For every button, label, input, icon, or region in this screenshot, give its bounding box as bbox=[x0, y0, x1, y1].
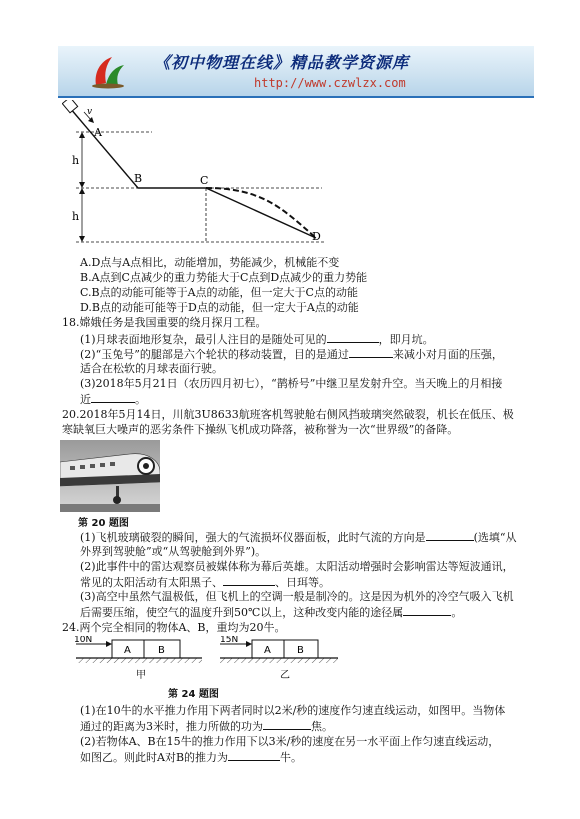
q20-part1-line2: 外界到驾驶舱”或“从驾驶舱到外界”)。 bbox=[80, 545, 267, 558]
q24-part1-line1: (1)在10牛的水平推力作用下两者同时以2米/秒的速度作匀速直线运动，如图甲。当物体 bbox=[80, 704, 506, 717]
site-logo-icon bbox=[88, 53, 128, 89]
point-a-label: A bbox=[94, 126, 102, 139]
figure-yi-label: 乙 bbox=[280, 670, 290, 681]
q18-part2-line2: 适合在松软的月球表面行驶。 bbox=[80, 362, 223, 375]
height-label-bottom: h bbox=[72, 210, 80, 223]
block-a-label-left: A bbox=[124, 645, 131, 656]
q24-part1-line2: 通过的距离为3米时，推力所做的功为 焦。 bbox=[80, 720, 333, 733]
q20-part2-line2: 常见的太阳活动有太阳黑子、 、日珥等。 bbox=[80, 576, 330, 589]
q17-option-b: B.A点到C点减少的重力势能大于C点到D点减少的重力势能 bbox=[80, 271, 368, 284]
velocity-label: v bbox=[87, 107, 93, 117]
q20-part1-line1: (1)飞机玻璃破裂的瞬间，强大的气流损坏仪器面板，此时气流的方向是 (选填“从 bbox=[80, 531, 517, 544]
q24-stem: 24.两个完全相同的物体A、B，重均为20牛。 bbox=[62, 621, 286, 634]
q20-figure-caption: 第 20 题图 bbox=[78, 518, 129, 529]
slope-track-figure bbox=[62, 100, 332, 248]
height-label-top: h bbox=[72, 154, 80, 167]
force-blocks-figure bbox=[70, 636, 350, 684]
airplane-photo bbox=[60, 440, 160, 512]
q18-part3-line1: (3)2018年5月21日（农历四月初七），“鹊桥号”中继卫星发射升空。当天晚上的月相接 bbox=[80, 377, 503, 390]
q24-part2-line1: (2)若物体A、B在15牛的推力作用下以3米/秒的速度在另一水平面上作匀速直线运动， bbox=[80, 735, 500, 748]
point-d-label: D bbox=[312, 230, 321, 243]
q20-stem-line1: 20.2018年5月14日，川航3U8633航班客机驾驶舱右侧风挡玻璃突然破裂，机长在低压、极 bbox=[62, 408, 514, 421]
q18-part1: (1)月球表面地形复杂，最引人注目的是随处可见的 ，即月坑。 bbox=[80, 333, 434, 346]
q20-part2-line1: (2)此事件中的雷达观察员被媒体称为幕后英雄。太阳活动增强时会影响雷达等短波通讯， bbox=[80, 560, 514, 573]
answer-blank[interactable] bbox=[327, 331, 379, 343]
q20-part3-line1: (3)高空中虽然气温极低，但飞机上的空调一般是制冷的。这是因为机外的冷空气吸入飞机 bbox=[80, 590, 514, 603]
header-banner bbox=[58, 46, 534, 98]
point-b-label: B bbox=[134, 172, 143, 185]
force-label-left: 10N bbox=[74, 636, 93, 645]
block-a-label-right: A bbox=[264, 645, 271, 656]
answer-blank[interactable] bbox=[91, 391, 135, 403]
block-b-label-right: B bbox=[297, 645, 304, 656]
force-label-right: 15N bbox=[220, 636, 239, 645]
answer-blank[interactable] bbox=[228, 749, 280, 761]
banner-url[interactable]: http://www.czwlzx.com bbox=[254, 76, 406, 90]
q18-part3-line2: 近 。 bbox=[80, 393, 146, 406]
figure-jia-label: 甲 bbox=[136, 670, 146, 681]
point-c-label: C bbox=[200, 174, 209, 187]
answer-blank[interactable] bbox=[223, 574, 275, 586]
q18-part2-line1: (2)“玉兔号”的腿部是六个轮状的移动装置，目的是通过 来减小对月面的压强， bbox=[80, 348, 503, 361]
q17-option-c: C.B点的动能可能等于A点的动能，但一定大于C点的动能 bbox=[80, 286, 358, 299]
q20-stem-line2: 寒缺氧巨大噪声的恶劣条件下操纵飞机成功降落，被称誉为一次“世界级”的备降。 bbox=[62, 423, 459, 436]
block-b-label-left: B bbox=[158, 645, 165, 656]
banner-title: 《初中物理在线》精品教学资源库 bbox=[154, 53, 410, 72]
q20-part3-line2: 后需要压缩，使空气的温度升到50℃以上，这种改变内能的途径属 。 bbox=[80, 606, 463, 619]
q24-figure-caption: 第 24 题图 bbox=[168, 689, 219, 700]
answer-blank[interactable] bbox=[349, 346, 393, 358]
q18-stem: 18.嫦娥任务是我国重要的绕月探月工程。 bbox=[62, 316, 267, 329]
q17-option-a: A.D点与A点相比，动能增加，势能减少，机械能不变 bbox=[80, 256, 340, 269]
q17-option-d: D.B点的动能可能等于D点的动能，但一定大于A点的动能 bbox=[80, 301, 359, 314]
answer-blank[interactable] bbox=[263, 718, 311, 730]
answer-blank[interactable] bbox=[426, 529, 474, 541]
answer-blank[interactable] bbox=[403, 604, 451, 616]
q24-part2-line2: 如图乙。则此时A对B的推力为 牛。 bbox=[80, 751, 303, 764]
